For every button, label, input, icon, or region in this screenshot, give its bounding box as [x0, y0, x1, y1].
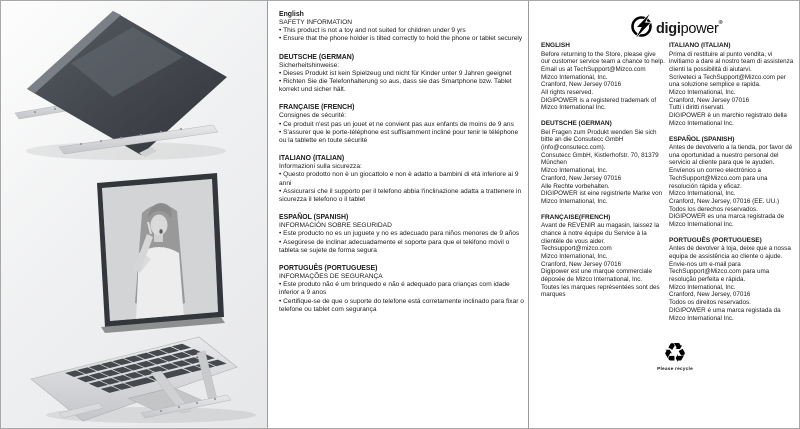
support-line: Mizco International, Inc.: [541, 73, 608, 81]
safety-bullet: • Questo prodotto non è un giocattolo e non è adatto a bambini di età inferiore ai 9 anni: [279, 171, 525, 187]
product-photo-panel: [1, 1, 268, 428]
support-line: DIGIPOWER es una marca registrada de Mizco International Inc.: [669, 213, 785, 229]
support-line: DIGIPOWER è un marchio registrato della Mizco International Inc.: [669, 112, 787, 127]
support-section-italian: [669, 42, 794, 128]
safety-bullet: • Dieses Produkt ist kein Spielzeug und nicht für Kinder unter 9 Jahren geeignet: [279, 70, 525, 78]
support-line: DIGIPOWER is a registered trademark of Mizco International Inc.: [541, 96, 657, 112]
section-subheading: INFORMAÇÕES DE SEGURANÇA: [279, 273, 383, 281]
safety-bullet: • Este produto não é um brinquedo e não é adequado para crianças com idade inferior a 9 anos: [279, 281, 525, 297]
support-line: Mizco International, Inc.: [669, 89, 736, 97]
support-line: Cranford, New Jersey 07016: [541, 260, 622, 268]
safety-section-english: [279, 10, 525, 44]
recycle-mark: [656, 339, 694, 372]
registered-trademark-symbol: ®: [718, 20, 723, 26]
section-heading: ESPAÑOL (SPANISH): [669, 135, 735, 143]
support-section-german: [541, 120, 666, 206]
support-line: Cranford, New Jersey, 07016: [669, 291, 751, 299]
support-line: Mizco International, Inc.: [669, 190, 736, 198]
safety-bullet: • Este producto no es un juguete y no es adecuado para niños menores de 9 años: [279, 230, 525, 238]
section-subheading: Informazioni sulla sicurezza:: [279, 163, 362, 171]
support-line: Cranford, New Jersey 07016: [541, 81, 622, 89]
support-line: All rights reserved.: [541, 89, 594, 97]
digipower-logo: [630, 11, 722, 41]
support-line: Mizco International, Inc.: [541, 252, 608, 260]
safety-bullet: • Ensure that the phone holder is tilted correctly to hold the phone or tablet securely: [279, 35, 525, 43]
support-section-french: [541, 214, 666, 300]
section-heading: DEUTSCHE (GERMAN): [541, 120, 612, 128]
lightning-bolt-circle-icon: [630, 14, 654, 38]
product-photos-illustration: [1, 1, 267, 427]
support-line: Email us at TechSupport@Mizco.com: [541, 65, 646, 73]
section-subheading: SAFETY INFORMATION: [279, 19, 353, 26]
section-heading: FRANÇAISE (FRENCH): [279, 104, 355, 112]
support-section-english: [541, 42, 666, 112]
safety-bullet: • S'assurer que le porte-téléphone est suffisamment incliné pour tenir le téléphone ou la tablette en toute sécurité: [279, 129, 525, 145]
section-subheading: Consignes de sécurité:: [279, 112, 347, 120]
support-line: Todos los derechos reservados.: [669, 205, 758, 213]
support-line: Cranford, New Jersey 07016: [669, 96, 750, 104]
safety-bullet: • Assicurarsi che il supporto per il telefono abbia l'inclinazione adatta a trattenere in sicurezza il telefono o il tablet: [279, 188, 525, 204]
support-line: Cranford, New Jersey, 07016 (EE. UU.): [669, 197, 780, 205]
section-subheading: INFORMACIÓN SOBRE SEGURIDAD: [279, 222, 392, 230]
laptop-on-stand-photo: [31, 173, 267, 423]
safety-bullet: • Richten Sie die Telefonhalterung so aus, dass sie das Smartphone bzw. Tablet korrekt und sicher hält.: [279, 78, 525, 94]
section-heading: ITALIANO (ITALIAN): [279, 155, 345, 163]
safety-bullet: • This product is not a toy and not suited for children under 9 yrs: [279, 27, 525, 35]
support-line: DIGIPOWER ist eine registrierte Marke von Mizco International, Inc.: [541, 190, 663, 205]
support-line: Toutes les marques représentées sont des marques: [541, 283, 660, 299]
support-line: Mizco International, Inc.: [669, 283, 736, 291]
section-heading: ENGLISH: [541, 42, 570, 49]
support-line: Envíenos un correo electrónico a TechSupport@Mizco.com para una resolución rápida y eficaz.: [669, 167, 768, 190]
safety-bullet: • Asegúrese de inclinar adecuadamente el soporte para que el teléfono móvil o tableta se sujete de forma segura: [279, 239, 525, 255]
section-heading: PORTUGUÊS (PORTUGUESE): [279, 265, 378, 273]
logo-wordmark: [656, 11, 722, 41]
tablet-stand-photo: [15, 11, 227, 160]
support-column-left: [541, 42, 666, 307]
support-line: Todos os direitos reservados.: [669, 299, 751, 307]
support-line: Avant de REVENIR au magasin, laissez la chance à notre équipe du Service à la clientèle de vous aider.: [541, 222, 660, 245]
support-column-right: [669, 42, 794, 330]
safety-section-spanish: [279, 213, 525, 255]
section-heading: ESPAÑOL (SPANISH): [279, 214, 349, 222]
safety-section-portuguese: [279, 264, 525, 314]
support-line: Tutti i diritti riservati.: [669, 104, 725, 112]
support-line: Antes de devolver à loja, deixe que a nossa equipa de assistência ao cliente o ajude.: [669, 245, 791, 260]
support-line: Mizco International, Inc.: [541, 167, 608, 175]
section-heading: DEUTSCHE (GERMAN): [279, 53, 355, 61]
section-subheading: Sicherheitshinweise:: [279, 61, 340, 69]
support-section-portuguese: [669, 237, 794, 323]
column-divider: [528, 1, 529, 428]
safety-section-french: [279, 103, 525, 145]
support-section-spanish: [669, 136, 794, 229]
support-line: Envie-nos um e-mail para TechSupport@Mizco.com para uma resolução perfeita e rápida.: [669, 260, 770, 284]
safety-bullet: • Ce produit n'est pas un jouet et ne convient pas aux enfants de moins de 9 ans: [279, 121, 525, 129]
support-line: Digipower est une marque commerciale déposée de Mizco International, Inc.: [541, 268, 652, 284]
support-line: Scriveteci a TechSupport@Mizco.com per una soluzione semplice e rapida.: [669, 73, 786, 89]
section-heading: English: [279, 11, 304, 18]
safety-section-italian: [279, 154, 525, 204]
safety-information-column: [279, 10, 525, 323]
section-heading: FRANÇAISE(FRENCH): [541, 213, 611, 221]
recycle-label: Please recycle: [657, 367, 693, 372]
safety-bullet: • Certifique-se de que o suporte do telefone está corretamente inclinado para fixar o telefone ou tablet com segurança: [279, 298, 525, 314]
safety-section-german: [279, 53, 525, 95]
support-line: DIGIPOWER é uma marca registada da Mizco International Inc.: [669, 306, 781, 322]
support-line: Consutecc GmbH, Kistlerhofstr. 70, 81379 München: [541, 151, 659, 167]
support-line: Cranford, New Jersey 07016: [541, 174, 622, 182]
section-heading: ITALIANO (ITALIAN): [669, 42, 731, 49]
support-line: Antes de devolverlo a la tienda, por favor dé una oportunidad a nuestro personal del servicio al cliente para que le ayuden.: [669, 144, 793, 167]
support-line: Before returning to the Store, please give our customer service team a chance to help.: [541, 50, 665, 66]
support-line: Alle Rechte vorbehalten.: [541, 182, 610, 190]
logo-text-light: power: [680, 21, 719, 37]
section-heading: PORTUGUÊS (PORTUGUESE): [669, 236, 762, 244]
support-line: Prima di restituire al punto vendita, vi invitiamo a dare al nostro team di assistenza clienti la possibilità di aiutarvi.: [669, 50, 794, 73]
support-line: Techsupport@mizco.com: [541, 245, 612, 253]
logo-text-bold: digi: [656, 21, 681, 37]
support-line: Bei Fragen zum Produkt wenden Sie sich bitte an die Consutecc GmbH (info@consutecc.com).: [541, 128, 657, 152]
recycling-symbol-icon: ♻: [662, 338, 688, 368]
